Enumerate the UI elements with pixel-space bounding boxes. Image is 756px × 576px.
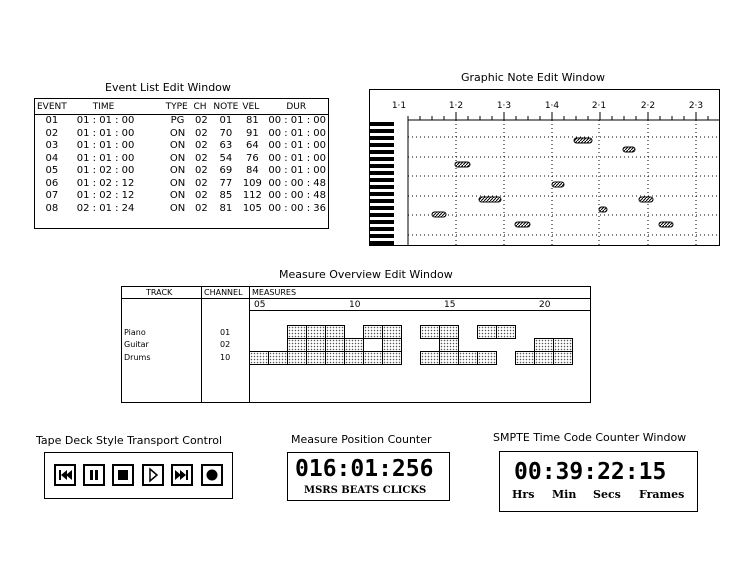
black-key [370,129,394,133]
event-cell: 02 [195,140,208,151]
smpte-label-min: Min [552,488,577,501]
event-cell: 07 [45,190,59,201]
black-key [370,122,394,126]
note-edit-window[interactable] [369,89,720,246]
measure-cell[interactable] [553,351,573,365]
channel-guitar: 02 [220,340,231,349]
note-block [623,147,635,152]
event-cell: 84 [246,165,259,176]
event-row[interactable] [35,128,328,141]
event-cell: 109 [242,177,262,189]
event-cell: 91 [246,127,259,139]
event-cell: 01 : 01 : 00 [76,152,135,164]
col-dur: DUR [264,99,328,115]
measure-cell[interactable] [306,351,326,365]
col-time: TIME [69,99,164,115]
channel-piano: 01 [220,328,231,337]
measure-cell[interactable] [553,338,573,352]
black-key [370,206,394,210]
event-cell: ON [169,152,186,164]
event-cell: 81 [219,202,233,214]
event-cell: 00 : 00 : 48 [268,190,326,201]
event-row[interactable] [35,115,328,128]
black-key [370,213,394,217]
event-cell: 01 [45,115,59,126]
measure-cell[interactable] [420,325,440,339]
event-list-window[interactable] [34,98,329,229]
measures-header: MEASURES [252,288,297,297]
ruler-label: 2·3 [688,101,704,111]
event-cell: 02 [45,127,59,139]
transport-title: Tape Deck Style Transport Control [36,434,223,447]
note-block [599,207,607,212]
note-blocks[interactable] [432,138,673,227]
event-cell: 54 [219,152,233,164]
event-cell: 00 : 01 : 00 [268,165,326,176]
col-event: EVENT [35,99,69,115]
col-note: NOTE [211,99,240,115]
measure-counter-labels: MSRS BEATS CLICKS [304,485,427,496]
measure-cell[interactable] [439,351,459,365]
record-icon [203,466,221,484]
measure-cell[interactable] [382,325,402,339]
event-cell: ON [169,165,186,176]
measure-cell[interactable] [306,325,326,339]
channel-header: CHANNEL [204,288,243,297]
ruler-label: 1·4 [544,101,560,111]
note-block [574,138,592,143]
black-key [370,199,394,203]
black-key [370,143,394,147]
measure-overview-title: Measure Overview Edit Window [279,268,453,281]
measure-cell[interactable] [439,338,459,352]
event-cell: 00 : 00 : 36 [268,202,326,214]
measure-overview-window[interactable] [121,286,591,403]
event-cell: 00 : 01 : 00 [268,115,326,126]
event-table [35,99,328,215]
measure-label: 10 [349,300,361,310]
note-block [479,197,501,202]
smpte-label-frames: Frames [639,488,685,501]
smpte-panel [499,451,698,512]
event-cell: 85 [219,190,233,201]
measure-label: 15 [444,300,456,310]
black-key [370,241,394,245]
measure-cell[interactable] [287,351,307,365]
event-table-header [35,99,328,115]
black-key [370,164,394,168]
channel-divider [249,287,250,402]
event-cell: 02 : 01 : 24 [76,202,135,214]
event-cell: ON [169,127,186,139]
event-cell: 01 : 01 : 00 [76,140,135,151]
measure-cell[interactable] [439,325,459,339]
smpte-label-hrs: Hrs [512,488,535,501]
event-cell: ON [169,202,186,214]
pause-button[interactable] [83,464,105,486]
event-cell: 77 [219,177,233,189]
smpte-label-secs: Secs [593,488,621,501]
measure-cell[interactable] [249,351,269,365]
play-icon [144,466,162,484]
play-button[interactable] [142,464,164,486]
event-cell: 05 [45,165,59,176]
col-vel: VEL [240,99,264,115]
event-row[interactable] [35,140,328,153]
event-cell: 112 [242,190,262,201]
measure-cell[interactable] [344,338,364,352]
event-cell: 64 [246,140,259,151]
event-cell: 02 [195,202,208,214]
event-cell: 02 [195,190,208,201]
smpte-title: SMPTE Time Code Counter Window [493,431,687,444]
event-cell: 00 : 01 : 00 [268,140,326,151]
note-block [432,212,446,217]
measure-label: 20 [539,300,551,310]
black-key [370,192,394,196]
event-row[interactable] [35,165,328,178]
event-cell: 01 : 02 : 00 [76,165,135,176]
event-cell: 70 [219,127,233,139]
event-cell: 81 [246,115,259,126]
rewind-icon [56,466,74,484]
piano-roll[interactable] [370,90,719,245]
black-key [370,220,394,224]
event-cell: 04 [45,152,59,164]
measure-counter-panel [287,452,450,501]
event-cell: 02 [195,115,208,126]
event-cell: 02 [195,127,208,139]
piano-keyboard[interactable] [370,120,408,245]
event-cell: 01 : 01 : 00 [76,115,135,126]
black-key [370,185,394,189]
header-divider [122,298,590,299]
ruler-label: 1·3 [496,101,512,111]
measure-cell[interactable] [382,338,402,352]
event-cell: 02 [195,165,208,176]
event-cell: 01 [219,115,233,126]
measure-label: 05 [254,300,266,310]
measure-cell[interactable] [496,325,516,339]
measure-cell[interactable] [477,351,497,365]
measure-cell[interactable] [287,338,307,352]
transport-panel [44,452,233,499]
note-edit-title: Graphic Note Edit Window [461,71,606,84]
smpte-value: 00:39:22:15 [514,459,667,485]
track-name-guitar[interactable]: Guitar [124,340,149,349]
event-cell: 00 : 00 : 48 [268,177,326,189]
note-block [639,197,653,202]
measure-cell[interactable] [306,338,326,352]
ruler-label: 2·1 [591,101,607,111]
track-name-drums[interactable]: Drums [124,353,151,362]
stop-button[interactable] [112,464,134,486]
event-cell: 76 [246,152,259,164]
event-cell: ON [169,177,186,189]
measure-cell[interactable] [287,325,307,339]
measure-cell[interactable] [534,338,554,352]
pause-icon [85,466,103,484]
track-name-piano[interactable]: Piano [124,328,146,337]
black-key [370,150,394,154]
black-key [370,227,394,231]
event-cell: 08 [45,202,59,214]
event-row[interactable] [35,203,328,216]
black-key [370,136,394,140]
track-divider [201,287,202,402]
measure-cell[interactable] [363,351,383,365]
col-type: TYPE [164,99,192,115]
measure-cell[interactable] [477,325,497,339]
stop-icon [114,466,132,484]
note-block [515,222,530,227]
event-cell: 01 : 01 : 00 [76,127,135,139]
ruler-label: 2·2 [640,101,656,111]
event-cell: 02 [195,177,208,189]
ruler-label: 1·2 [448,101,464,111]
event-row[interactable] [35,190,328,203]
measure-counter-value: 016:01:256 [295,456,434,482]
channel-drums: 10 [220,353,231,362]
event-cell: 105 [242,202,262,214]
event-cell: 00 : 01 : 00 [268,127,326,139]
black-key [370,178,394,182]
event-list-title: Event List Edit Window [105,81,231,94]
event-cell: 69 [219,165,233,176]
note-block [552,182,564,187]
measure-cell[interactable] [534,351,554,365]
measure-cell[interactable] [344,351,364,365]
measure-cell[interactable] [363,325,383,339]
measure-cell[interactable] [458,351,478,365]
track-header: TRACK [146,288,173,297]
black-key [370,157,394,161]
measure-ruler-line [249,310,590,311]
black-key [370,171,394,175]
ruler-ticks [408,112,708,120]
measure-cell[interactable] [382,351,402,365]
event-cell: 03 [45,140,59,151]
black-key [370,234,394,238]
event-row[interactable] [35,178,328,191]
event-cell: 01 : 02 : 12 [76,190,135,201]
event-cell: 01 : 02 : 12 [76,177,135,189]
fast-forward-icon [173,466,191,484]
measure-cell[interactable] [325,351,345,365]
event-cell: 00 : 01 : 00 [268,152,326,164]
measure-counter-title: Measure Position Counter [291,433,432,446]
note-block [659,222,673,227]
measure-cell[interactable] [268,351,288,365]
ruler-label: 1·1 [391,101,407,111]
fast-forward-button[interactable] [171,464,193,486]
event-cell: 02 [195,152,208,164]
event-cell: 63 [219,140,233,151]
measure-cell[interactable] [325,338,345,352]
event-row[interactable] [35,153,328,166]
measure-cell[interactable] [515,351,535,365]
event-cell: 06 [45,177,59,189]
event-cell: ON [169,190,186,201]
event-cell: ON [169,140,186,151]
note-block [455,162,470,167]
record-button[interactable] [201,464,223,486]
col-ch: CH [191,99,211,115]
rewind-button[interactable] [54,464,76,486]
event-cell: PG [170,115,185,126]
measure-cell[interactable] [325,325,345,339]
measure-cell[interactable] [420,351,440,365]
